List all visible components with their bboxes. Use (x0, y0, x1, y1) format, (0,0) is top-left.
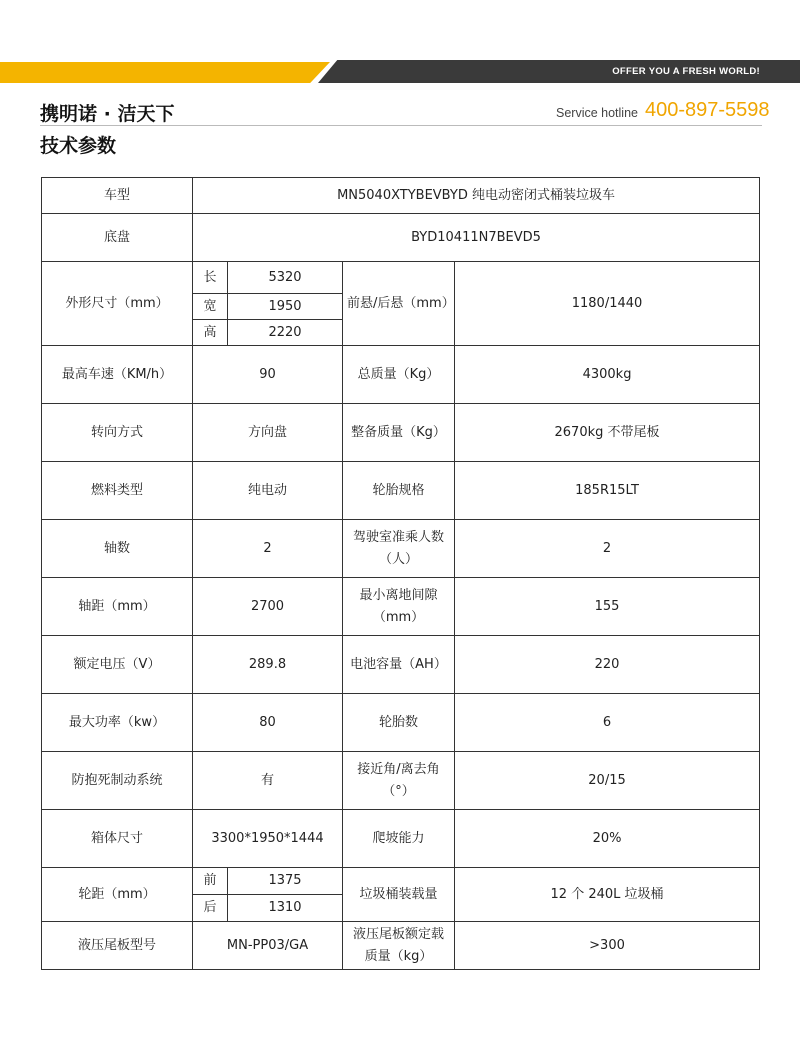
track-front-label: 前 (193, 868, 228, 895)
battery-value: 220 (455, 636, 760, 694)
fuel-label: 燃料类型 (42, 462, 193, 520)
tailgate-load-value: >300 (455, 922, 760, 970)
table-row (42, 214, 760, 262)
height-label: 高 (193, 320, 228, 346)
tailgate-load-label: 液压尾板额定载质量（kg） (343, 922, 455, 970)
wheelbase-label: 轴距（mm） (42, 578, 193, 636)
gross-mass-value: 4300kg (455, 346, 760, 404)
wheelbase-value: 2700 (193, 578, 343, 636)
brand-name: 携明诺 · 洁天下 (40, 103, 175, 125)
table-row (42, 178, 760, 214)
chassis-value: BYD10411N7BEVD5 (193, 214, 760, 262)
angle-value: 20/15 (455, 752, 760, 810)
width-value: 1950 (228, 294, 343, 320)
length-value: 5320 (228, 262, 343, 294)
clearance-value: 155 (455, 578, 760, 636)
clearance-label: 最小离地间隙（mm） (343, 578, 455, 636)
box-label: 箱体尺寸 (42, 810, 193, 868)
table-row (42, 346, 760, 404)
dims-label: 外形尺寸（mm） (42, 262, 193, 346)
table-row (42, 922, 760, 970)
track-front-value: 1375 (228, 868, 343, 895)
cab-seats-value: 2 (455, 520, 760, 578)
width-label: 宽 (193, 294, 228, 320)
climb-label: 爬坡能力 (343, 810, 455, 868)
abs-label: 防抱死制动系统 (42, 752, 193, 810)
speed-value: 90 (193, 346, 343, 404)
spec-table (41, 177, 760, 970)
cab-seats-label: 驾驶室准乘人数（人） (343, 520, 455, 578)
tire-spec-value: 185R15LT (455, 462, 760, 520)
voltage-value: 289.8 (193, 636, 343, 694)
overhang-value: 1180/1440 (455, 262, 760, 346)
header-divider (40, 125, 762, 126)
tailgate-model-value: MN-PP03/GA (193, 922, 343, 970)
model-label: 车型 (42, 178, 193, 214)
table-row (42, 752, 760, 810)
hotline-label: Service hotline (556, 106, 638, 120)
abs-value: 有 (193, 752, 343, 810)
axles-label: 轴数 (42, 520, 193, 578)
table-row (42, 520, 760, 578)
overhang-label: 前悬/后悬（mm） (343, 262, 455, 346)
table-row (42, 404, 760, 462)
hotline-number: 400-897-5598 (645, 99, 770, 121)
chassis-label: 底盘 (42, 214, 193, 262)
climb-value: 20% (455, 810, 760, 868)
box-value: 3300*1950*1444 (193, 810, 343, 868)
table-row (42, 694, 760, 752)
header-band-yellow (0, 62, 330, 83)
table-row (42, 636, 760, 694)
length-label: 长 (193, 262, 228, 294)
axles-value: 2 (193, 520, 343, 578)
slogan: OFFER YOU A FRESH WORLD! (612, 66, 760, 77)
table-row (42, 810, 760, 868)
model-value: MN5040XTYBEVBYD 纯电动密闭式桶装垃圾车 (193, 178, 760, 214)
table-row (42, 462, 760, 520)
voltage-label: 额定电压（V） (42, 636, 193, 694)
fuel-value: 纯电动 (193, 462, 343, 520)
track-rear-label: 后 (193, 895, 228, 922)
track-label: 轮距（mm） (42, 868, 193, 922)
steering-label: 转向方式 (42, 404, 193, 462)
tire-count-label: 轮胎数 (343, 694, 455, 752)
table-row (42, 578, 760, 636)
curb-mass-value: 2670kg 不带尾板 (455, 404, 760, 462)
track-rear-value: 1310 (228, 895, 343, 922)
tailgate-model-label: 液压尾板型号 (42, 922, 193, 970)
battery-label: 电池容量（AH） (343, 636, 455, 694)
height-value: 2220 (228, 320, 343, 346)
curb-mass-label: 整备质量（Kg） (343, 404, 455, 462)
tire-spec-label: 轮胎规格 (343, 462, 455, 520)
bin-value: 12 个 240L 垃圾桶 (455, 868, 760, 922)
table-row (42, 262, 760, 294)
power-value: 80 (193, 694, 343, 752)
power-label: 最大功率（kw） (42, 694, 193, 752)
gross-mass-label: 总质量（Kg） (343, 346, 455, 404)
table-row (42, 868, 760, 895)
tire-count-value: 6 (455, 694, 760, 752)
section-title: 技术参数 (40, 135, 117, 157)
speed-label: 最高车速（KM/h） (42, 346, 193, 404)
bin-label: 垃圾桶装载量 (343, 868, 455, 922)
steering-value: 方向盘 (193, 404, 343, 462)
angle-label: 接近角/离去角（°） (343, 752, 455, 810)
